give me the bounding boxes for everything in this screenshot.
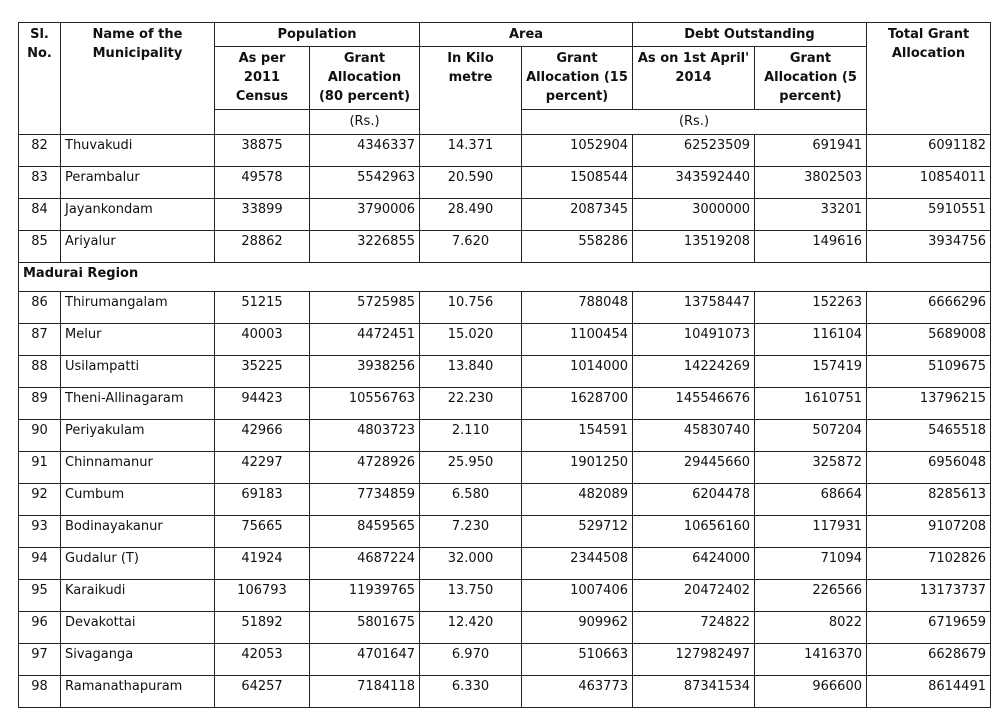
cell-sl-no: 91 (19, 452, 61, 484)
header-census: As per 2011 Census (215, 47, 310, 110)
cell-pop-grant: 7184118 (310, 676, 420, 708)
cell-debt: 145546676 (633, 388, 755, 420)
cell-total: 6719659 (867, 612, 991, 644)
cell-sl-no: 89 (19, 388, 61, 420)
cell-census: 106793 (215, 580, 310, 612)
cell-debt-grant: 1610751 (755, 388, 867, 420)
table-row (19, 612, 991, 644)
cell-debt-grant: 691941 (755, 135, 867, 167)
cell-debt-grant: 325872 (755, 452, 867, 484)
cell-census: 49578 (215, 167, 310, 199)
header-debt-asof: As on 1st April' 2014 (633, 47, 755, 110)
table-row (19, 199, 991, 231)
cell-sl-no: 93 (19, 516, 61, 548)
cell-municipality: Periyakulam (61, 420, 215, 452)
cell-municipality: Usilampatti (61, 356, 215, 388)
cell-municipality: Theni-Allinagaram (61, 388, 215, 420)
cell-total: 10854011 (867, 167, 991, 199)
table-row (19, 580, 991, 612)
cell-debt: 127982497 (633, 644, 755, 676)
cell-pop-grant: 3226855 (310, 231, 420, 263)
cell-census: 42297 (215, 452, 310, 484)
cell-area-grant: 1508544 (522, 167, 633, 199)
header-census-blank (215, 110, 310, 135)
cell-debt-grant: 152263 (755, 292, 867, 324)
cell-census: 51892 (215, 612, 310, 644)
grant-allocation-table (18, 22, 991, 708)
header-area-km: In Kilo metre (420, 47, 522, 135)
cell-total: 13173737 (867, 580, 991, 612)
cell-debt-grant: 226566 (755, 580, 867, 612)
cell-sl-no: 88 (19, 356, 61, 388)
table-row (19, 420, 991, 452)
cell-sl-no: 90 (19, 420, 61, 452)
header-debt-grant: Grant Allocation (5 percent) (755, 47, 867, 110)
cell-area-grant: 1628700 (522, 388, 633, 420)
cell-area-grant: 510663 (522, 644, 633, 676)
cell-pop-grant: 11939765 (310, 580, 420, 612)
cell-pop-grant: 7734859 (310, 484, 420, 516)
cell-area-grant: 2344508 (522, 548, 633, 580)
cell-area-grant: 1014000 (522, 356, 633, 388)
cell-debt-grant: 507204 (755, 420, 867, 452)
cell-sl-no: 98 (19, 676, 61, 708)
cell-area-grant: 2087345 (522, 199, 633, 231)
cell-debt: 14224269 (633, 356, 755, 388)
cell-area-km: 20.590 (420, 167, 522, 199)
cell-area-km: 14.371 (420, 135, 522, 167)
cell-census: 42966 (215, 420, 310, 452)
cell-debt: 10656160 (633, 516, 755, 548)
cell-debt: 3000000 (633, 199, 755, 231)
cell-sl-no: 97 (19, 644, 61, 676)
cell-pop-grant: 4472451 (310, 324, 420, 356)
cell-sl-no: 87 (19, 324, 61, 356)
cell-sl-no: 92 (19, 484, 61, 516)
cell-debt: 13519208 (633, 231, 755, 263)
cell-sl-no: 86 (19, 292, 61, 324)
cell-municipality: Melur (61, 324, 215, 356)
cell-debt-grant: 149616 (755, 231, 867, 263)
cell-area-km: 6.970 (420, 644, 522, 676)
cell-total: 6956048 (867, 452, 991, 484)
header-population: Population (215, 23, 420, 47)
cell-municipality: Ramanathapuram (61, 676, 215, 708)
cell-area-km: 13.750 (420, 580, 522, 612)
cell-debt-grant: 8022 (755, 612, 867, 644)
cell-pop-grant: 5801675 (310, 612, 420, 644)
cell-census: 38875 (215, 135, 310, 167)
cell-total: 9107208 (867, 516, 991, 548)
header-total-grant: Total Grant Allocation (867, 23, 991, 135)
header-area: Area (420, 23, 633, 47)
cell-census: 40003 (215, 324, 310, 356)
region-heading: Madurai Region (19, 263, 991, 292)
table-row (19, 324, 991, 356)
cell-pop-grant: 4803723 (310, 420, 420, 452)
cell-area-grant: 558286 (522, 231, 633, 263)
cell-census: 28862 (215, 231, 310, 263)
cell-census: 51215 (215, 292, 310, 324)
cell-municipality: Perambalur (61, 167, 215, 199)
table-row (19, 484, 991, 516)
table-row (19, 516, 991, 548)
cell-total: 13796215 (867, 388, 991, 420)
cell-municipality: Ariyalur (61, 231, 215, 263)
cell-census: 41924 (215, 548, 310, 580)
cell-total: 5689008 (867, 324, 991, 356)
cell-debt-grant: 68664 (755, 484, 867, 516)
cell-area-grant: 909962 (522, 612, 633, 644)
cell-debt: 20472402 (633, 580, 755, 612)
cell-debt: 10491073 (633, 324, 755, 356)
cell-area-km: 22.230 (420, 388, 522, 420)
cell-census: 64257 (215, 676, 310, 708)
cell-area-grant: 1007406 (522, 580, 633, 612)
header-area-grant: Grant Allocation (15 percent) (522, 47, 633, 110)
cell-municipality: Bodinayakanur (61, 516, 215, 548)
cell-sl-no: 82 (19, 135, 61, 167)
cell-sl-no: 94 (19, 548, 61, 580)
cell-area-grant: 1100454 (522, 324, 633, 356)
header-sl-no: Sl. No. (19, 23, 61, 135)
cell-municipality: Chinnamanur (61, 452, 215, 484)
cell-total: 5465518 (867, 420, 991, 452)
cell-municipality: Thuvakudi (61, 135, 215, 167)
cell-area-km: 6.330 (420, 676, 522, 708)
cell-total: 8285613 (867, 484, 991, 516)
cell-total: 6666296 (867, 292, 991, 324)
cell-debt: 6204478 (633, 484, 755, 516)
cell-debt-grant: 966600 (755, 676, 867, 708)
cell-pop-grant: 4346337 (310, 135, 420, 167)
cell-census: 35225 (215, 356, 310, 388)
cell-municipality: Jayankondam (61, 199, 215, 231)
cell-debt: 87341534 (633, 676, 755, 708)
cell-census: 69183 (215, 484, 310, 516)
cell-total: 6628679 (867, 644, 991, 676)
cell-pop-grant: 8459565 (310, 516, 420, 548)
rows-madurai-section (19, 292, 991, 708)
cell-debt: 29445660 (633, 452, 755, 484)
cell-debt: 45830740 (633, 420, 755, 452)
cell-municipality: Sivaganga (61, 644, 215, 676)
cell-pop-grant: 3790006 (310, 199, 420, 231)
cell-municipality: Gudalur (T) (61, 548, 215, 580)
cell-total: 7102826 (867, 548, 991, 580)
cell-area-km: 10.756 (420, 292, 522, 324)
cell-sl-no: 83 (19, 167, 61, 199)
header-unit-pop: (Rs.) (310, 110, 420, 135)
region-section (19, 263, 991, 292)
table-row (19, 292, 991, 324)
cell-debt-grant: 33201 (755, 199, 867, 231)
cell-area-km: 7.230 (420, 516, 522, 548)
cell-debt-grant: 71094 (755, 548, 867, 580)
cell-pop-grant: 4701647 (310, 644, 420, 676)
cell-pop-grant: 3938256 (310, 356, 420, 388)
cell-area-km: 28.490 (420, 199, 522, 231)
cell-pop-grant: 10556763 (310, 388, 420, 420)
cell-debt: 6424000 (633, 548, 755, 580)
cell-area-km: 15.020 (420, 324, 522, 356)
cell-area-grant: 482089 (522, 484, 633, 516)
table-row (19, 356, 991, 388)
cell-municipality: Devakottai (61, 612, 215, 644)
header-unit-area-debt: (Rs.) (522, 110, 867, 135)
cell-area-grant: 1052904 (522, 135, 633, 167)
cell-total: 5910551 (867, 199, 991, 231)
table-row (19, 388, 991, 420)
cell-total: 8614491 (867, 676, 991, 708)
cell-total: 6091182 (867, 135, 991, 167)
cell-area-grant: 788048 (522, 292, 633, 324)
cell-debt-grant: 116104 (755, 324, 867, 356)
header-debt-outstanding: Debt Outstanding (633, 23, 867, 47)
cell-debt: 62523509 (633, 135, 755, 167)
cell-sl-no: 96 (19, 612, 61, 644)
table-row (19, 135, 991, 167)
cell-municipality: Thirumangalam (61, 292, 215, 324)
cell-sl-no: 84 (19, 199, 61, 231)
header-pop-grant: Grant Allocation (80 percent) (310, 47, 420, 110)
cell-pop-grant: 4687224 (310, 548, 420, 580)
cell-debt-grant: 117931 (755, 516, 867, 548)
cell-debt: 343592440 (633, 167, 755, 199)
cell-area-km: 12.420 (420, 612, 522, 644)
cell-debt: 13758447 (633, 292, 755, 324)
cell-sl-no: 85 (19, 231, 61, 263)
cell-area-grant: 529712 (522, 516, 633, 548)
header-municipality-name: Name of the Municipality (61, 23, 215, 135)
cell-debt-grant: 1416370 (755, 644, 867, 676)
cell-pop-grant: 5542963 (310, 167, 420, 199)
cell-total: 5109675 (867, 356, 991, 388)
cell-debt-grant: 3802503 (755, 167, 867, 199)
table-row (19, 452, 991, 484)
cell-debt-grant: 157419 (755, 356, 867, 388)
table-row (19, 644, 991, 676)
cell-municipality: Karaikudi (61, 580, 215, 612)
table-row (19, 167, 991, 199)
cell-area-km: 7.620 (420, 231, 522, 263)
cell-sl-no: 95 (19, 580, 61, 612)
cell-census: 42053 (215, 644, 310, 676)
cell-area-km: 25.950 (420, 452, 522, 484)
cell-pop-grant: 5725985 (310, 292, 420, 324)
table-row (19, 676, 991, 708)
cell-area-km: 6.580 (420, 484, 522, 516)
cell-census: 33899 (215, 199, 310, 231)
cell-pop-grant: 4728926 (310, 452, 420, 484)
table-row (19, 231, 991, 263)
cell-census: 94423 (215, 388, 310, 420)
cell-area-grant: 1901250 (522, 452, 633, 484)
cell-area-km: 32.000 (420, 548, 522, 580)
table-row (19, 548, 991, 580)
cell-area-grant: 463773 (522, 676, 633, 708)
cell-area-grant: 154591 (522, 420, 633, 452)
rows-trichy-section (19, 135, 991, 263)
cell-area-km: 2.110 (420, 420, 522, 452)
cell-area-km: 13.840 (420, 356, 522, 388)
cell-total: 3934756 (867, 231, 991, 263)
cell-debt: 724822 (633, 612, 755, 644)
cell-municipality: Cumbum (61, 484, 215, 516)
cell-census: 75665 (215, 516, 310, 548)
